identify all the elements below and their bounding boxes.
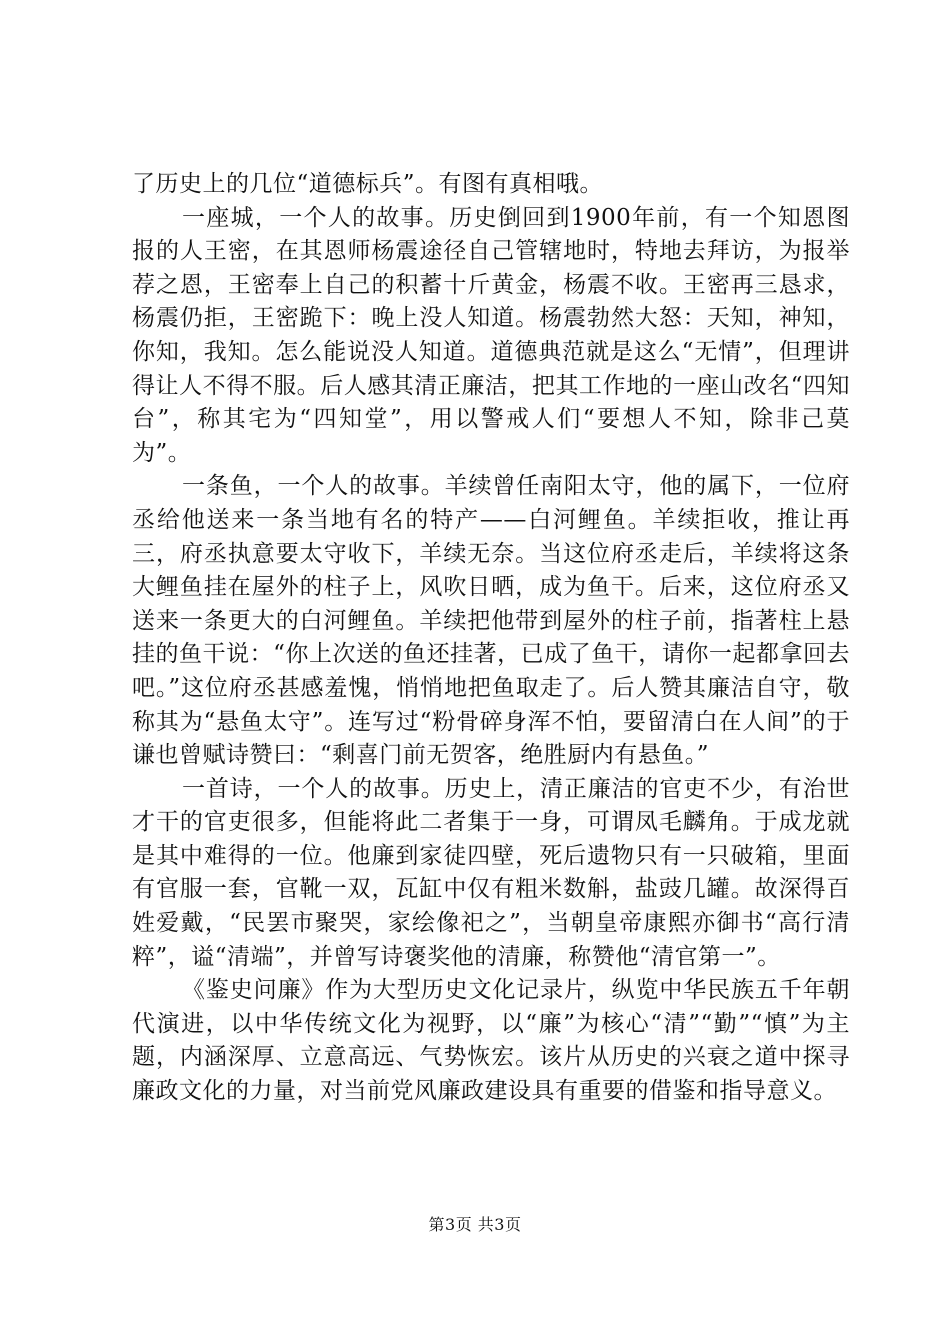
- paragraph-yang-zhen: 一座城，一个人的故事。历史倒回到1900年前，有一个知恩图报的人王密，在其恩师杨震途径自己管辖地时，特地去拜访，为报举荐之恩，王密奉上自己的积蓄十斤黄金，杨震不收。王密再三恳求，杨震仍拒，王密跪下：晚上没人知道。杨震勃然大怒：天知，神知，你知，我知。怎么能说没人知道。道德典范就是这么“无情”，但理讲得让人不得不服。后人感其清正廉洁，把其工作地的一座山改名“四知台”，称其宅为“四知堂”，用以警戒人们“要想人不知，除非己莫为”。: [132, 204, 850, 466]
- paragraph-conclusion: 《鉴史问廉》作为大型历史文化记录片，纵览中华民族五千年朝代演进，以中华传统文化为视野，以“廉”为核心“清”“勤”“慎”为主题，内涵深厚、立意高远、气势恢宏。该片从历史的兴衰之道中探寻廉政文化的力量，对当前党风廉政建设具有重要的借鉴和指导意义。: [132, 977, 850, 1105]
- paragraph-yu-chenglong: 一首诗，一个人的故事。历史上，清正廉洁的官吏不少，有治世才干的官吏很多，但能将此二者集于一身，可谓凤毛麟角。于成龙就是其中难得的一位。他廉到家徒四壁，死后遗物只有一只破箱，里面有官服一套，官靴一双，瓦缸中仅有粗米数斛，盐豉几罐。故深得百姓爱戴，“民罢市聚哭，家绘像祀之”，当朝皇帝康熙亦御书“高行清粹”，谥“清端”，并曾写诗褒奖他的清廉，称赞他“清官第一”。: [132, 775, 850, 970]
- paragraph-yang-xu: 一条鱼，一个人的故事。羊续曾任南阳太守，他的属下，一位府丞给他送来一条当地有名的特产——白河鲤鱼。羊续拒收，推让再三，府丞执意要太守收下，羊续无奈。当这位府丞走后，羊续将这条大鲤鱼挂在屋外的柱子上，风吹日晒，成为鱼干。后来，这位府丞又送来一条更大的白河鲤鱼。羊续把他带到屋外的柱子前，指著柱上悬挂的鱼干说：“你上次送的鱼还挂著，已成了鱼干，请你一起都拿回去吧。”这位府丞甚感羞愧，悄悄地把鱼取走了。后人赞其廉洁自守，敬称其为“悬鱼太守”。连写过“粉骨碎身浑不怕，要留清白在人间”的于谦也曾赋诗赞曰：“剩喜门前无贺客，绝胜厨内有悬鱼。”: [132, 473, 850, 769]
- document-body: [132, 168, 850, 1109]
- page-footer: 第3页 共3页: [428, 1215, 522, 1234]
- paragraph-continuation: 了历史上的几位“道德标兵”。有图有真相哦。: [132, 171, 604, 197]
